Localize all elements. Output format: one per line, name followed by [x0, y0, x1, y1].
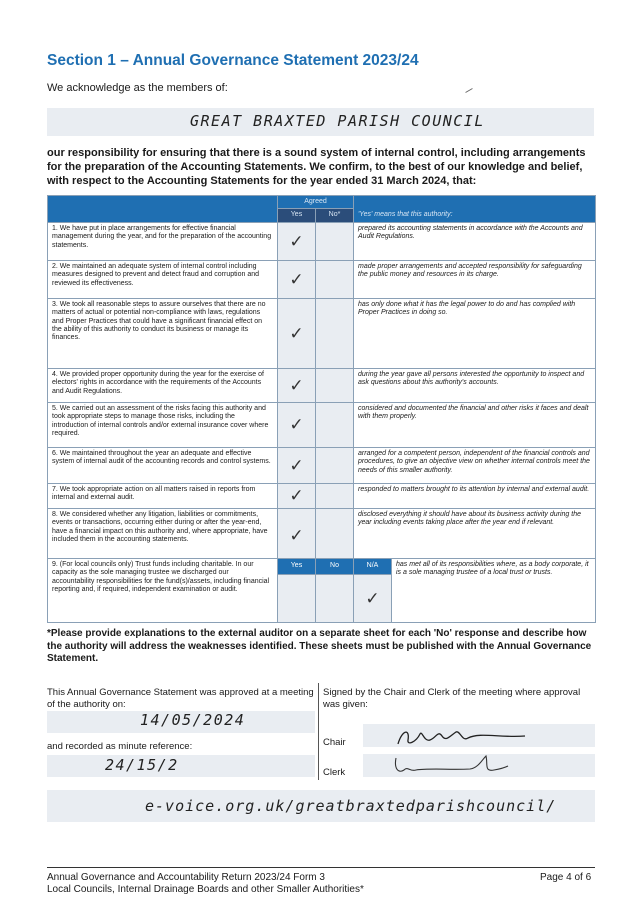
option-yes-label: Yes	[278, 559, 316, 575]
authority-name-handwriting: GREAT BRAXTED PARISH COUNCIL	[190, 112, 485, 130]
minute-reference-handwriting: 24/15/2	[105, 756, 179, 774]
meaning-7: responded to matters brought to its attention by internal and external audit.	[354, 483, 596, 508]
no-cell-9[interactable]	[316, 575, 354, 623]
website-handwriting: e-voice.org.uk/greatbraxtedparishcouncil/	[145, 797, 557, 815]
statement-2: 2. We maintained an adequate system of internal control including measures designed to prevent and detect fraud and corruption and reviewed its effectiveness.	[48, 260, 278, 298]
table-row	[48, 402, 596, 447]
table-row	[48, 298, 596, 368]
no-cell-5[interactable]	[316, 402, 354, 447]
na-cell-9[interactable]	[354, 575, 392, 623]
no-cell-2[interactable]	[316, 260, 354, 298]
statement-5: 5. We carried out an assessment of the risks facing this authority and took appropriate steps to manage those risks, including the introduction of internal controls and/or external insurance cover where required.	[48, 402, 278, 447]
approval-date-handwriting: 14/05/2024	[140, 711, 246, 729]
footer-subtitle: Local Councils, Internal Drainage Boards and other Smaller Authorities*	[47, 884, 364, 895]
footer-divider	[47, 867, 595, 868]
no-cell-7[interactable]	[316, 483, 354, 508]
yes-cell-6[interactable]	[278, 447, 316, 483]
section-title: Section 1 – Annual Governance Statement 2023/24	[47, 52, 419, 69]
yes-cell-2[interactable]	[278, 260, 316, 298]
pen-mark	[465, 88, 472, 93]
statement-3: 3. We took all reasonable steps to assure ourselves that there are no matters of actual or potential non-compliance with laws, regulations and Proper Practices that could have a significant financial effect on the ability of this authority to conduct its business or manage its finances.	[48, 298, 278, 368]
trust-fund-table	[47, 558, 596, 623]
recorded-text: and recorded as minute reference:	[47, 741, 193, 752]
statement-4: 4. We provided proper opportunity during the year for the exercise of electors' rights in accordance with the requirements of the Accounts and Audit Regulations.	[48, 368, 278, 402]
yes-cell-8[interactable]	[278, 508, 316, 563]
check-icon: ✓	[289, 455, 304, 475]
statement-1: 1. We have put in place arrangements for effective financial management during the year, and for the preparation of the accounting statements.	[48, 222, 278, 260]
auditor-note: *Please provide explanations to the external auditor on a separate sheet for each 'No' response and describe how the authority will address the weaknesses identified. These sheets must be published with the Annual Governance Statement.	[47, 628, 592, 664]
acknowledge-text: We acknowledge as the members of:	[47, 82, 228, 94]
check-icon: ✓	[289, 323, 304, 343]
table-row	[48, 508, 596, 563]
table-row	[48, 447, 596, 483]
statement-9: 9. (For local councils only) Trust funds including charitable. In our capacity as the sole managing trustee we discharged our accountability responsibilities for the fund(s)/assets, including financial reporting and, if required, independent examination or audit.	[48, 559, 278, 623]
table-row	[48, 222, 596, 260]
table-row	[48, 260, 596, 298]
meaning-2: made proper arrangements and accepted responsibility for safeguarding the public money and resources in its charge.	[354, 260, 596, 298]
check-icon: ✓	[289, 231, 304, 251]
header-means: 'Yes' means that this authority:	[354, 209, 596, 222]
approved-text: This Annual Governance Statement was approved at a meeting of the authority on:	[47, 687, 314, 710]
check-icon: ✓	[289, 375, 304, 395]
yes-cell-9[interactable]	[278, 575, 316, 623]
no-cell-4[interactable]	[316, 368, 354, 402]
table-row	[48, 368, 596, 402]
meaning-3: has only done what it has the legal power to do and has complied with Proper Practices in doing so.	[354, 298, 596, 368]
no-cell-8[interactable]	[316, 508, 354, 563]
check-icon: ✓	[289, 269, 304, 289]
yes-cell-5[interactable]	[278, 402, 316, 447]
check-icon: ✓	[289, 486, 304, 506]
divider	[318, 683, 319, 780]
yes-cell-4[interactable]	[278, 368, 316, 402]
meaning-6: arranged for a competent person, independent of the financial controls and procedures, to give an objective view on whether internal controls meet the needs of this smaller authority.	[354, 447, 596, 483]
clerk-signature-icon	[390, 752, 510, 778]
statement-8: 8. We considered whether any litigation, liabilities or commitments, events or transactions, occurring either during or after the year-end, have a financial impact on this authority and, where appropriate, have included them in the accounting statements.	[48, 508, 278, 563]
check-icon: ✓	[289, 415, 304, 435]
clerk-label: Clerk	[323, 767, 346, 778]
meaning-9: has met all of its responsibilities where, as a body corporate, it is a sole managing trustee of a local trust or trusts.	[392, 559, 596, 623]
page-number: Page 4 of 6	[540, 872, 592, 883]
no-cell-1[interactable]	[316, 222, 354, 260]
no-cell-6[interactable]	[316, 447, 354, 483]
meaning-1: prepared its accounting statements in accordance with the Accounts and Audit Regulations.	[354, 222, 596, 260]
header-no: No*	[316, 209, 354, 222]
signed-text: Signed by the Chair and Clerk of the meeting where approval was given:	[323, 687, 581, 710]
minute-reference-field[interactable]	[47, 755, 315, 777]
statement-7: 7. We took appropriate action on all matters raised in reports from internal and external audit.	[48, 483, 278, 508]
statement-6: 6. We maintained throughout the year an adequate and effective system of internal audit of the accounting records and control systems.	[48, 447, 278, 483]
meaning-5: considered and documented the financial and other risks it faces and dealt with them properly.	[354, 402, 596, 447]
meaning-8: disclosed everything it should have about its business activity during the year including events taking place after the year end if relevant.	[354, 508, 596, 563]
yes-cell-1[interactable]	[278, 222, 316, 260]
yes-cell-3[interactable]	[278, 298, 316, 368]
yes-cell-7[interactable]	[278, 483, 316, 508]
footer-form-title: Annual Governance and Accountability Return 2023/24 Form 3	[47, 872, 325, 883]
intro-paragraph: our responsibility for ensuring that there is a sound system of internal control, including arrangements for the preparation of the Accounting Statements. We confirm, to the best of our knowledge and belief, with respect to the Accounting Statements for the year ended 31 March 2024, that:	[47, 147, 586, 187]
chair-label: Chair	[323, 737, 346, 748]
check-icon: ✓	[289, 526, 304, 546]
check-icon: ✓	[365, 588, 380, 608]
no-cell-3[interactable]	[316, 298, 354, 368]
header-yes: Yes	[278, 209, 316, 222]
option-no-label: No	[316, 559, 354, 575]
governance-table-body	[47, 195, 596, 564]
chair-signature-icon	[390, 722, 530, 752]
meaning-4: during the year gave all persons interested the opportunity to inspect and ask questions about this authority's accounts.	[354, 368, 596, 402]
option-na-label: N/A	[354, 559, 392, 575]
header-agreed: Agreed	[278, 196, 354, 209]
table-row	[48, 483, 596, 508]
